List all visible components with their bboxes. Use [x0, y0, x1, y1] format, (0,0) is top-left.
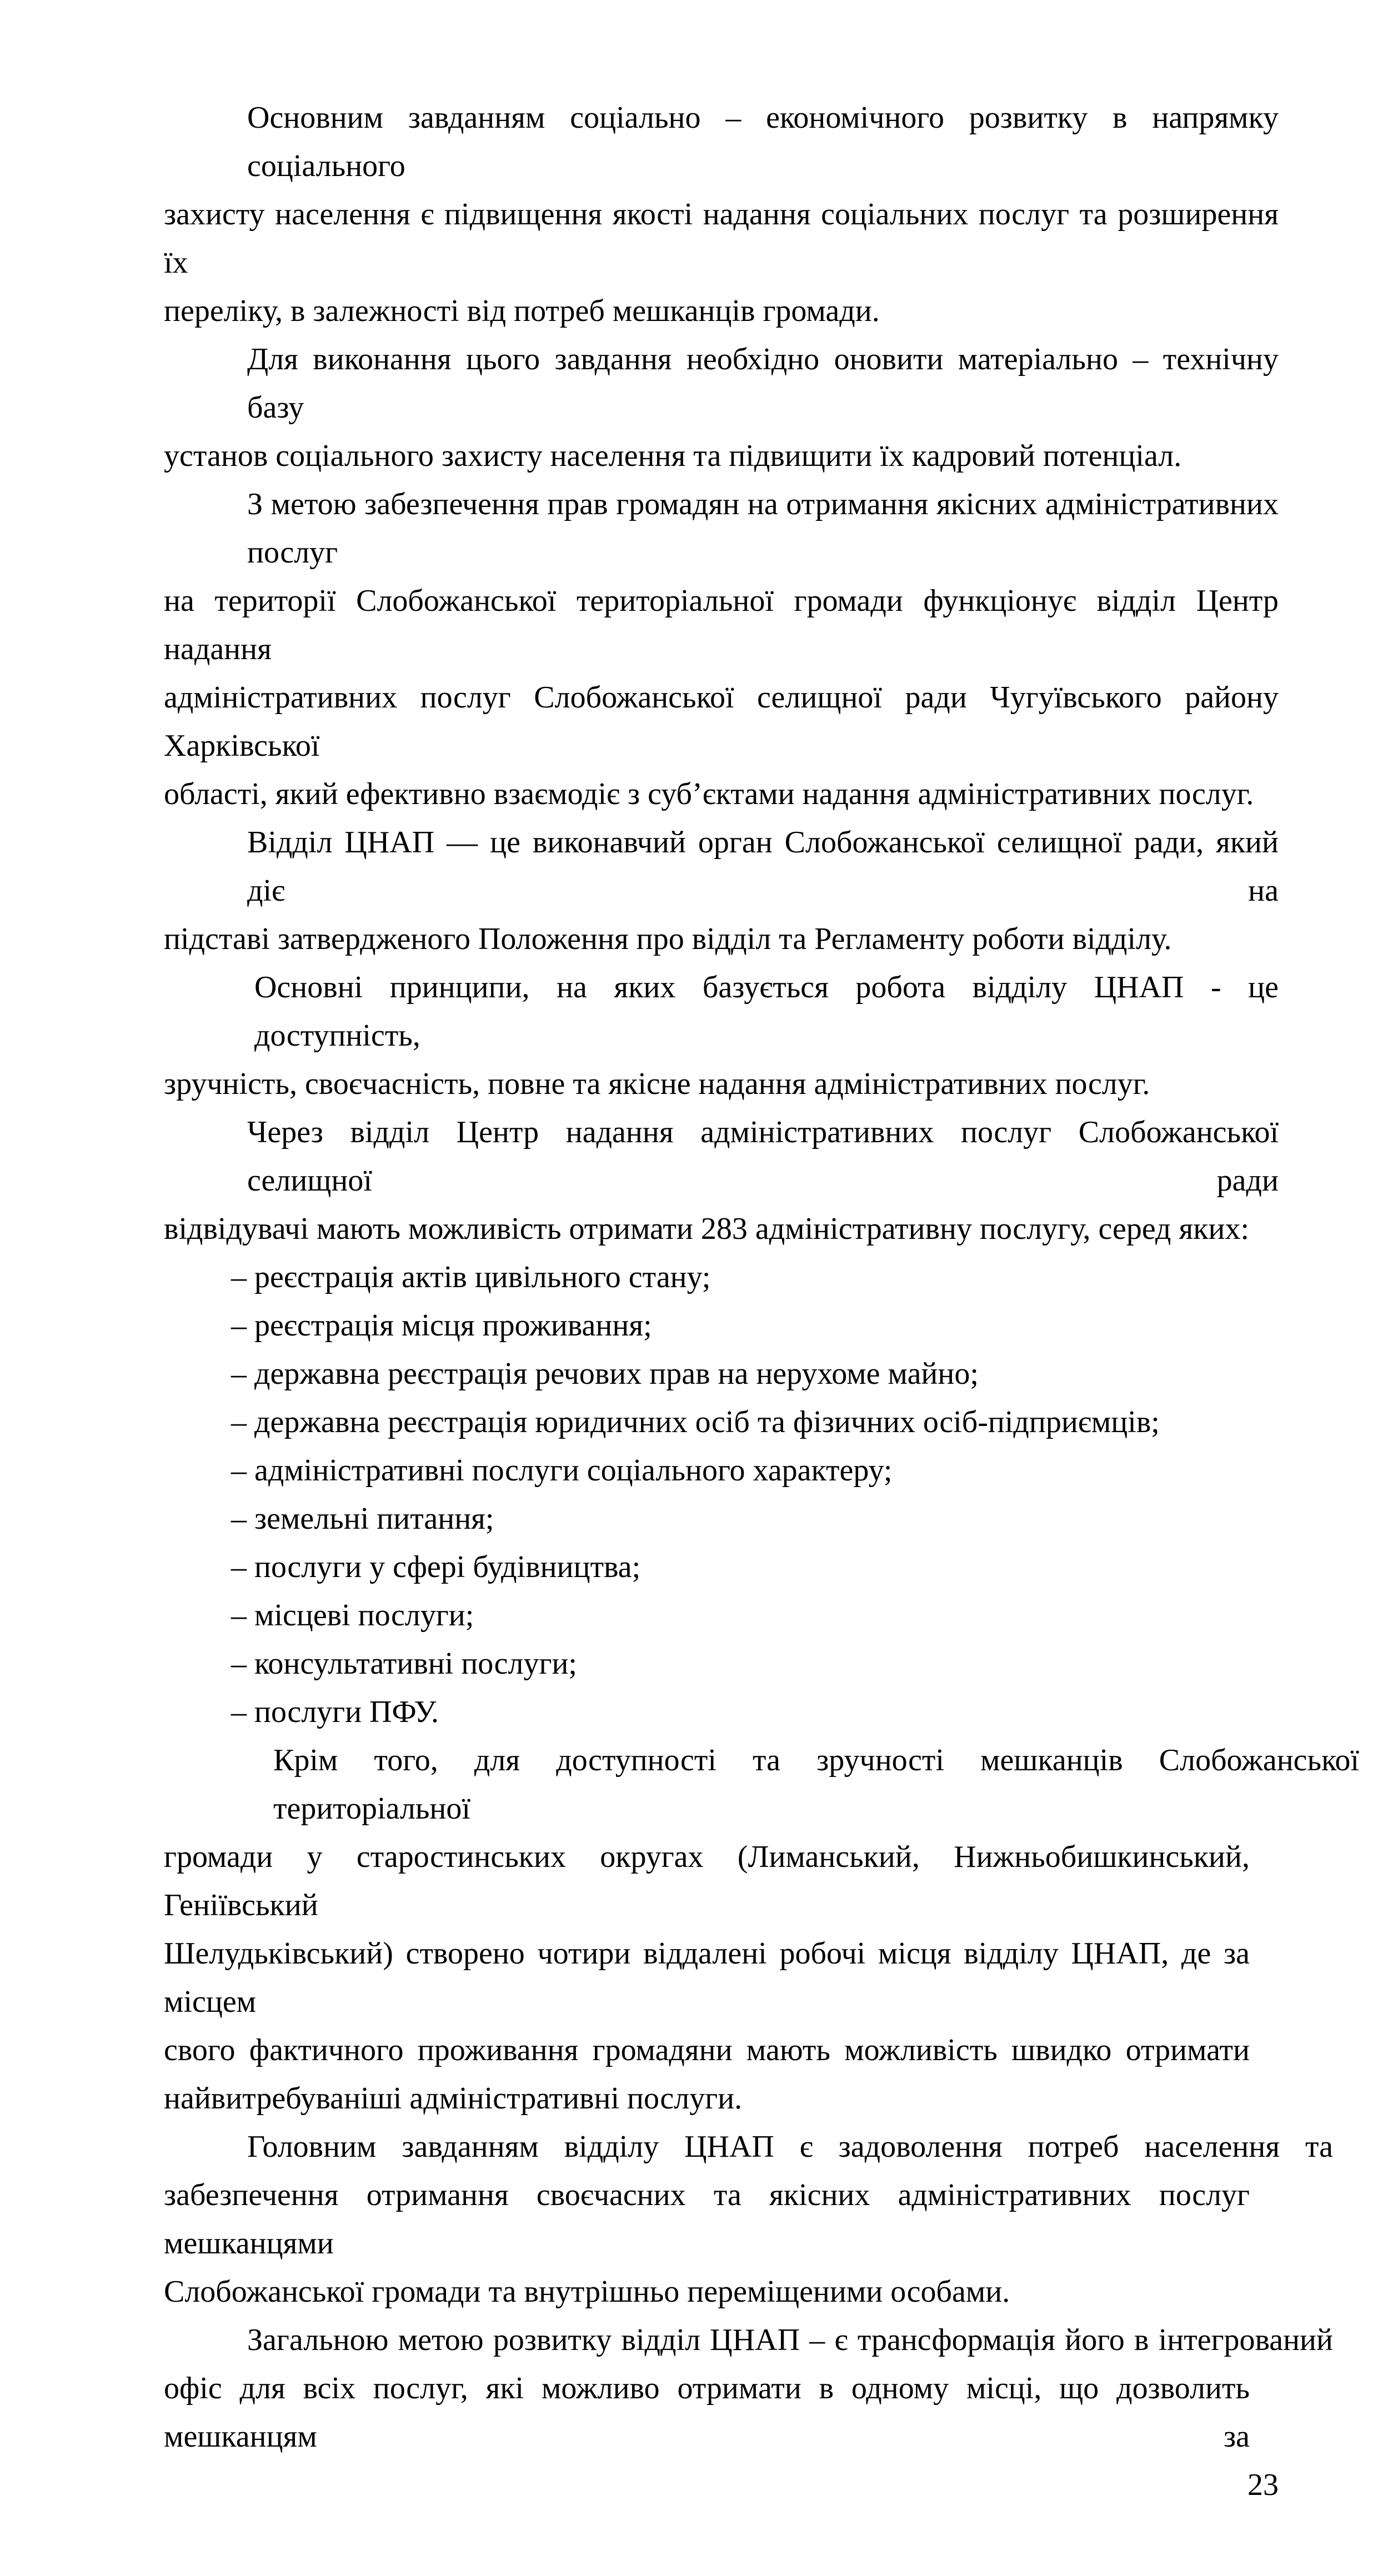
text-line: Загальною метою розвитку відділ ЦНАП – є трансформація його в інтегрований	[247, 2323, 1333, 2357]
text-line: області, який ефективно взаємодіє з суб’єктами надання адміністративних послуг.	[164, 777, 1254, 811]
text-line: офіс для всіх послуг, які можливо отримати в одному місці, що дозволить мешканцям за	[164, 2371, 1250, 2454]
text-line: установ соціального захисту населення та підвищити їх кадровий потенціал.	[164, 439, 1182, 473]
text-line: підставі затвердженого Положення про відділ та Регламенту роботи відділу.	[164, 922, 1172, 956]
text-line: адміністративних послуг Слобожанської селищної ради Чугуївського району Харківської	[164, 680, 1279, 763]
text-line: громади у старостинських округах (Лиманський, Нижньобишкинський, Геніївський	[164, 1840, 1250, 1922]
text-line: на території Слобожанської територіальної громади функціонує відділ Центр надання	[164, 584, 1279, 666]
text-line: Для виконання цього завдання необхідно оновити матеріально – технічну базу	[247, 342, 1279, 425]
text-line: зручність, своєчасність, повне та якісне надання адміністративних послуг.	[164, 1067, 1150, 1101]
text-line: Через відділ Центр надання адміністративних послуг Слобожанської селищної ради	[247, 1115, 1279, 1198]
text-line: Шелудьківський) створено чотири віддалені робочі місця відділу ЦНАП, де за місцем	[164, 1936, 1250, 2019]
body-text	[164, 94, 1359, 2461]
text-line: Крім того, для доступності та зручності мешканців Слобожанської територіальної	[273, 1743, 1359, 1826]
text-line: забезпечення отримання своєчасних та якісних адміністративних послуг мешканцями	[164, 2178, 1250, 2261]
list-item: – державна реєстрація юридичних осіб та фізичних осіб-підприємців;	[231, 1405, 1160, 1439]
list-item: – реєстрація актів цивільного стану;	[231, 1260, 711, 1294]
text-line: З метою забезпечення прав громадян на отримання якісних адміністративних послуг	[247, 487, 1279, 570]
page-number: 23	[1247, 2468, 1279, 2502]
text-line: відвідувачі мають можливість отримати 283 адміністративну послугу, серед яких:	[164, 1212, 1250, 1246]
list-item: – земельні питання;	[231, 1502, 494, 1536]
list-item: – державна реєстрація речових прав на нерухоме майно;	[231, 1357, 979, 1391]
text-line: Основним завданням соціально – економічного розвитку в напрямку соціального	[247, 101, 1279, 183]
list-item: – консультативні послуги;	[231, 1646, 577, 1681]
list-item: – адміністративні послуги соціального характеру;	[231, 1453, 893, 1488]
text-line: Слобожанської громади та внутрішньо переміщеними особами.	[164, 2274, 1010, 2309]
text-line: Основні принципи, на яких базується робота відділу ЦНАП - це доступність,	[254, 970, 1279, 1053]
text-line: переліку, в залежності від потреб мешканців громади.	[164, 294, 880, 328]
text-line: Головним завданням відділу ЦНАП є задоволення потреб населення та	[247, 2130, 1333, 2164]
text-line: свого фактичного проживання громадяни мають можливість швидко отримати	[164, 2033, 1250, 2067]
text-line: захисту населення є підвищення якості надання соціальних послуг та розширення їх	[164, 197, 1279, 280]
text-line: найвитребуваніші адміністративні послуги.	[164, 2081, 743, 2116]
text-line: Відділ ЦНАП — це виконавчий орган Слобожанської селищної ради, який діє на	[247, 825, 1279, 908]
list-item: – реєстрація місця проживання;	[231, 1308, 652, 1343]
list-item: – місцеві послуги;	[231, 1598, 474, 1633]
list-item: – послуги у сфері будівництва;	[231, 1550, 641, 1584]
list-item: – послуги ПФУ.	[231, 1695, 439, 1729]
